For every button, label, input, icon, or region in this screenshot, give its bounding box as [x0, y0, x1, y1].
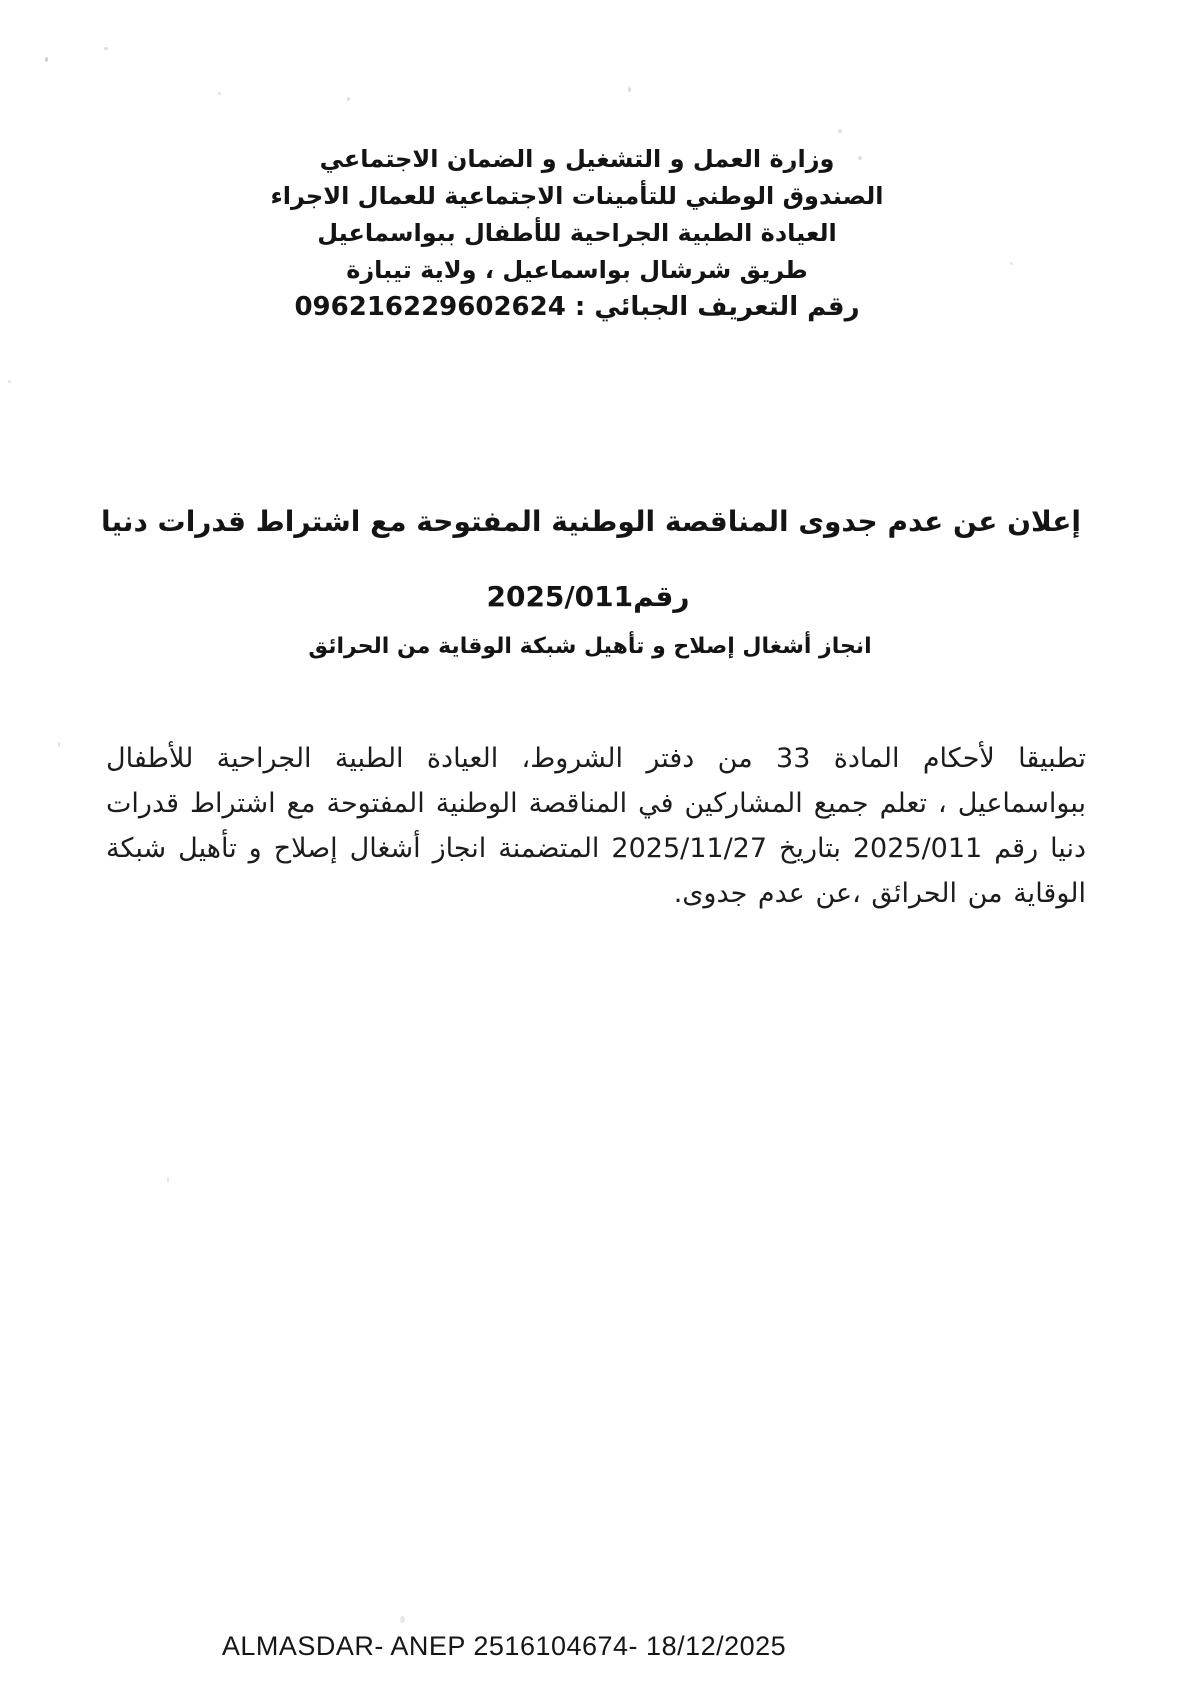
scan-speckle — [8, 380, 11, 383]
scan-speckle — [790, 167, 793, 170]
letterhead — [0, 141, 1154, 326]
scan-speckle — [45, 57, 48, 62]
scan-speckle — [104, 47, 108, 50]
national-fund-line: الصندوق الوطني للتأمينات الاجتماعية للعمال الاجراء — [270, 182, 884, 210]
scan-speckle — [218, 92, 221, 95]
announcement-title: إعلان عن عدم جدوى المناقصة الوطنية المفتوحة مع اشتراط قدرات دنيا — [100, 505, 1082, 538]
scan-speckle — [58, 742, 60, 747]
scan-speckle — [858, 156, 862, 160]
tender-number: رقم2025/011 — [486, 580, 690, 613]
ministry-line: وزارة العمل و التشغيل و الضمان الاجتماعي — [319, 145, 835, 173]
scan-speckle — [628, 87, 631, 92]
address-line: طريق شرشال بواسماعيل ، ولاية تيبازة — [346, 256, 808, 284]
tax-id-line: رقم التعريف الجبائي : 096216229602624 — [294, 292, 860, 322]
clinic-name-line: العيادة الطبية الجراحية للأطفال ببواسماعيل — [317, 219, 837, 247]
works-subject: انجاز أشغال إصلاح و تأهيل شبكة الوقاية من الحرائق — [308, 634, 872, 659]
scan-speckle — [400, 1616, 405, 1623]
anep-publication-line: ALMASDAR- ANEP 2516104674- 18/12/2025 — [221, 1631, 787, 1661]
scan-speckle — [167, 1177, 169, 1182]
announcement-body-paragraph: تطبيقا لأحكام المادة 33 من دفتر الشروط، العيادة الطبية الجراحية للأطفال ببواسماعيل ، تعلم جميع المشاركين في المناقصة الوطنية المفتوحة مع اشتراط قدرات دنيا رقم 2025/011 بتاريخ 2025/11/27 المتضمنة انجاز أشغال إصلاح و تأهيل شبكة الوقاية من الحرائق ،عن عدم جدوى. — [106, 743, 1086, 909]
scan-speckle — [838, 129, 842, 133]
scan-speckle — [347, 97, 350, 101]
scan-speckle — [1010, 262, 1013, 265]
